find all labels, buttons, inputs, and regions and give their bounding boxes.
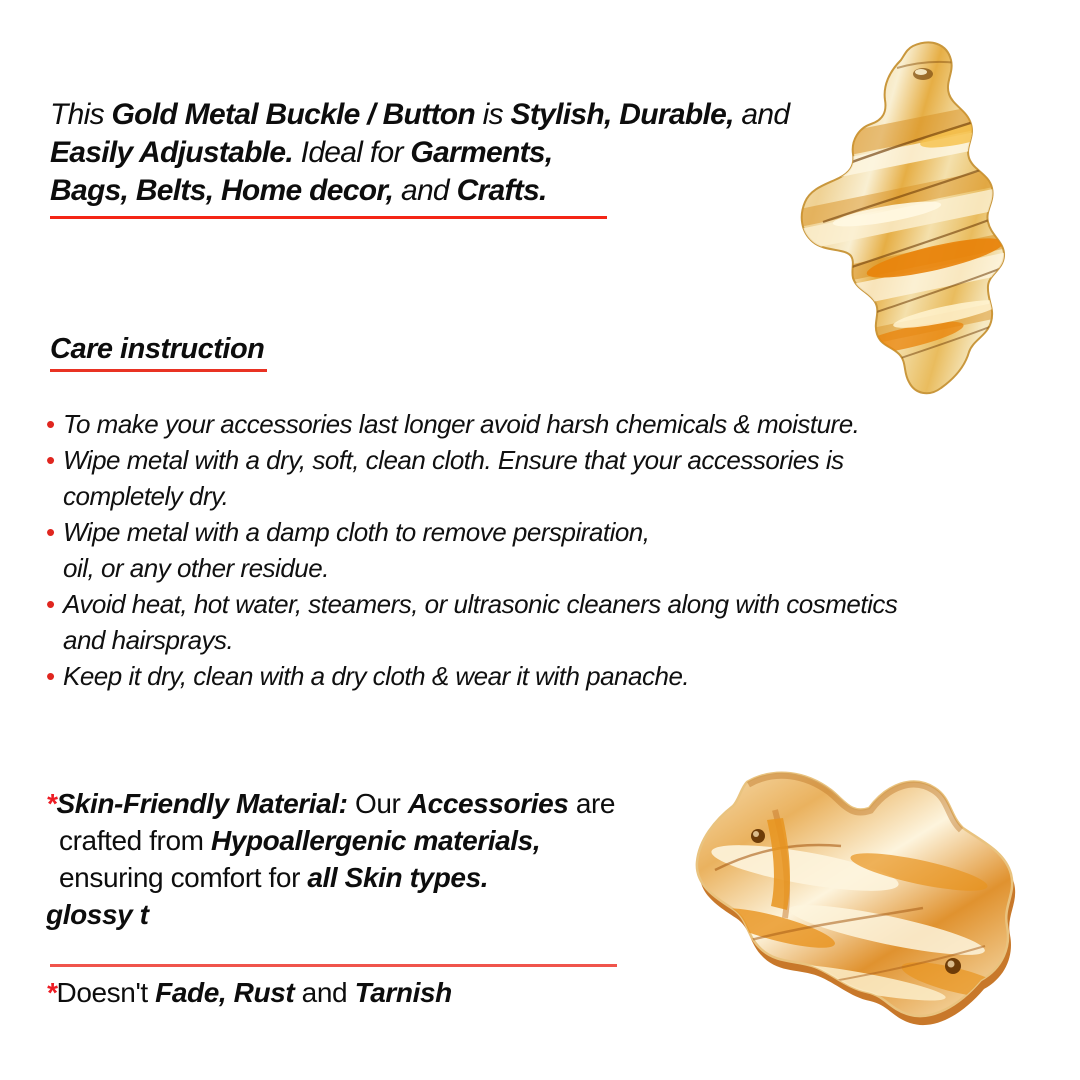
bullet-text [63, 514, 650, 586]
care-bullet-item [46, 442, 1036, 514]
skin-line-2 [46, 822, 666, 859]
care-bullet-item [46, 406, 1036, 442]
product-photo-front [795, 16, 1080, 404]
text-segment: Our [347, 788, 408, 819]
bullet-dot-icon: • [46, 409, 55, 439]
text-segment: crafted from [59, 825, 211, 856]
bullet-text [63, 658, 689, 694]
skin-line-4 [46, 896, 666, 933]
care-bullet-item [46, 658, 1036, 694]
text-segment-bold: glossy t [46, 899, 149, 930]
text-segment-bold: Gold Metal Buckle / Button [111, 98, 475, 131]
text-segment-bold: Hypoallergenic materials, [210, 825, 541, 856]
text-segment-bold: all Skin types. [307, 862, 489, 893]
bullet-dot-icon: • [46, 661, 55, 691]
bullet-text [63, 586, 897, 658]
text-segment: ensuring comfort for [59, 862, 308, 893]
bullet-line: completely dry. [63, 481, 229, 511]
text-segment: and [393, 174, 457, 207]
product-photo-back [655, 750, 1050, 1050]
bullet-line: oil, or any other residue. [63, 553, 329, 583]
intro-line-2 [50, 134, 795, 172]
text-segment-bold: Skin-Friendly Material: [56, 788, 348, 819]
bullet-text [63, 442, 844, 514]
bullet-dot-icon: • [46, 589, 55, 619]
divider-line [50, 964, 617, 967]
text-segment: This [50, 98, 112, 131]
text-segment: is [475, 98, 511, 131]
bullet-dot-icon: • [46, 517, 55, 547]
intro-line-1 [50, 96, 795, 134]
text-segment-bold: Easily Adjustable. [50, 136, 294, 169]
skin-line-1 [46, 785, 666, 822]
text-segment-bold: Bags, Belts, Home decor, [50, 174, 394, 207]
asterisk-mark: * [46, 977, 57, 1008]
skin-friendly-paragraph [46, 785, 666, 933]
care-instruction-list [46, 406, 1036, 694]
bullet-line: Wipe metal with a dry, soft, clean cloth. Ensure that your accessories is [63, 445, 844, 475]
bullet-text [63, 406, 859, 442]
bullet-dot-icon: • [46, 445, 55, 475]
text-segment: are [568, 788, 616, 819]
text-segment: and [733, 98, 790, 131]
gold-buckle-back-illustration [655, 750, 1050, 1050]
text-segment-bold: Stylish, Durable, [510, 98, 734, 131]
care-instruction-heading: Care instruction [50, 333, 267, 372]
intro-line-3 [50, 172, 795, 210]
text-segment-bold: Accessories [407, 788, 569, 819]
asterisk-mark: * [46, 788, 57, 819]
text-segment-bold: Fade, Rust [155, 977, 295, 1008]
text-segment-bold: Crafts. [456, 174, 547, 207]
skin-line-3 [46, 859, 666, 896]
care-bullet-item [46, 514, 1036, 586]
intro-paragraph [50, 96, 795, 218]
bullet-line: and hairsprays. [63, 625, 234, 655]
text-segment-bold: Tarnish [354, 977, 452, 1008]
bullet-line: Avoid heat, hot water, steamers, or ultrasonic cleaners along with cosmetics [63, 589, 898, 619]
bullet-line: Wipe metal with a damp cloth to remove perspiration, [63, 517, 650, 547]
gold-buckle-front-illustration [795, 16, 1080, 404]
bullet-line: Keep it dry, clean with a dry cloth & wear it with panache. [63, 661, 690, 691]
durability-claim [46, 975, 666, 1011]
text-segment: and [294, 977, 355, 1008]
care-bullet-item [46, 586, 1036, 658]
text-segment: Doesn't [56, 977, 156, 1008]
bullet-line: To make your accessories last longer avoid harsh chemicals & moisture. [63, 409, 860, 439]
text-segment-bold: Garments, [410, 136, 553, 169]
intro-underline [50, 216, 607, 219]
text-segment: Ideal for [293, 136, 411, 169]
